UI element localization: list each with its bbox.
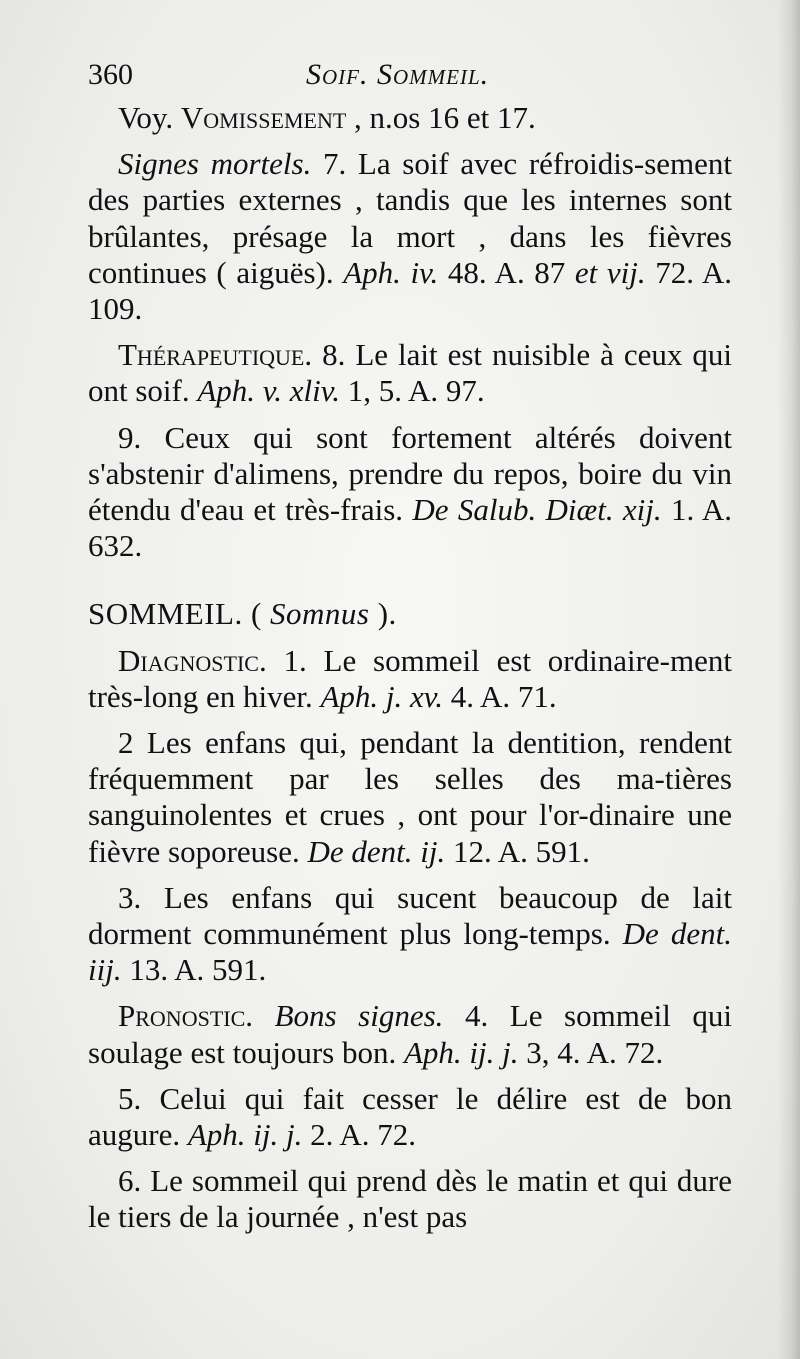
text-run: 72. A. 109. xyxy=(88,254,732,327)
text-run: ). xyxy=(369,596,397,632)
small-caps-text: Pronostic. xyxy=(118,998,254,1034)
paragraph xyxy=(88,880,732,989)
text-run: 4. A. 71. xyxy=(442,678,557,714)
italic-text: Signes mortels. xyxy=(118,146,312,182)
text-run: 1. A. 632. xyxy=(88,492,732,564)
italic-text: Bons signes. xyxy=(274,998,444,1034)
text-run: 3. Les enfans qui sucent beaucoup de lait dorment communément plus long-temps. xyxy=(88,879,732,952)
small-caps-text: Thérapeutique. xyxy=(118,337,313,373)
paragraph xyxy=(88,998,732,1070)
text-run: 12. A. 591. xyxy=(445,833,590,869)
text-run: 9. Ceux qui sont fortement altérés doivent s'abstenir d'alimens, prendre du repos, boire du vin étendu d'eau et très-frais. xyxy=(88,419,732,528)
paragraph xyxy=(88,1081,732,1153)
text-run: 48. A. 87 xyxy=(438,254,575,290)
paragraph xyxy=(88,643,732,715)
text-run: 1. Le sommeil est ordinaire-ment très-long en hiver. xyxy=(88,642,732,714)
paragraph xyxy=(88,725,732,870)
text-run: 2 Les enfans qui, pendant la dentition, rendent fréquemment par les selles des ma-tières sanguinolentes et crues , ont pour l'or-dinaire une fièvre soporeuse. xyxy=(88,725,732,869)
text-run: 8. Le lait est nuisible à ceux qui ont soif. xyxy=(88,337,732,409)
text-run: 1, 5. A. 97. xyxy=(339,373,485,409)
text-run: 6. Le sommeil qui prend dès le matin et qui dure le tiers de la journée , n'est pas xyxy=(88,1163,732,1235)
text-run: SOMMEIL. ( xyxy=(88,596,271,632)
paragraph xyxy=(88,420,732,565)
binding-shadow xyxy=(778,0,800,1359)
paragraph xyxy=(88,1163,732,1235)
italic-text: De dent. iij. xyxy=(88,916,732,988)
text-run: 4. Le sommeil qui soulage est toujours bon. xyxy=(88,998,733,1070)
paragraph xyxy=(88,337,732,409)
text-run: 3, 4. A. 72. xyxy=(518,1034,664,1070)
text-run: 2. A. 72. xyxy=(302,1117,417,1153)
italic-text: Somnus xyxy=(270,596,370,632)
paragraph xyxy=(88,146,732,327)
italic-text: Aph. iv. xyxy=(343,254,439,290)
italic-text: Aph. ij. j. xyxy=(404,1034,519,1070)
section-gap xyxy=(88,574,732,596)
text-run xyxy=(253,998,275,1033)
page-number: 360 xyxy=(88,58,133,91)
running-title: Soif. Sommeil. xyxy=(306,58,490,91)
text-run: 13. A. 591. xyxy=(121,952,267,988)
italic-text: De Salub. Diæt. xij. xyxy=(412,492,662,528)
italic-text: Aph. ij. j. xyxy=(187,1117,303,1153)
body-text xyxy=(88,100,732,1246)
italic-text: et vij. xyxy=(574,254,646,290)
text-run: Voy. xyxy=(118,100,181,135)
italic-text: Aph. j. xv. xyxy=(320,678,443,714)
italic-text: De dent. ij. xyxy=(307,833,446,869)
text-run: 7. La soif avec réfroidis-sement des parties externes , tandis que les internes sont brûlantes, présage la mort , dans les fièvres continues ( aiguës). xyxy=(88,146,732,290)
italic-text: Aph. v. xliv. xyxy=(197,373,340,409)
paragraph xyxy=(88,100,732,136)
text-run: , n.os 16 et 17. xyxy=(346,100,536,135)
section-heading xyxy=(88,596,732,632)
text-run: 5. Celui qui fait cesser le délire est de bon augure. xyxy=(88,1080,732,1153)
small-caps-text: Vomissement xyxy=(180,100,347,135)
small-caps-text: Diagnostic. xyxy=(118,642,267,678)
